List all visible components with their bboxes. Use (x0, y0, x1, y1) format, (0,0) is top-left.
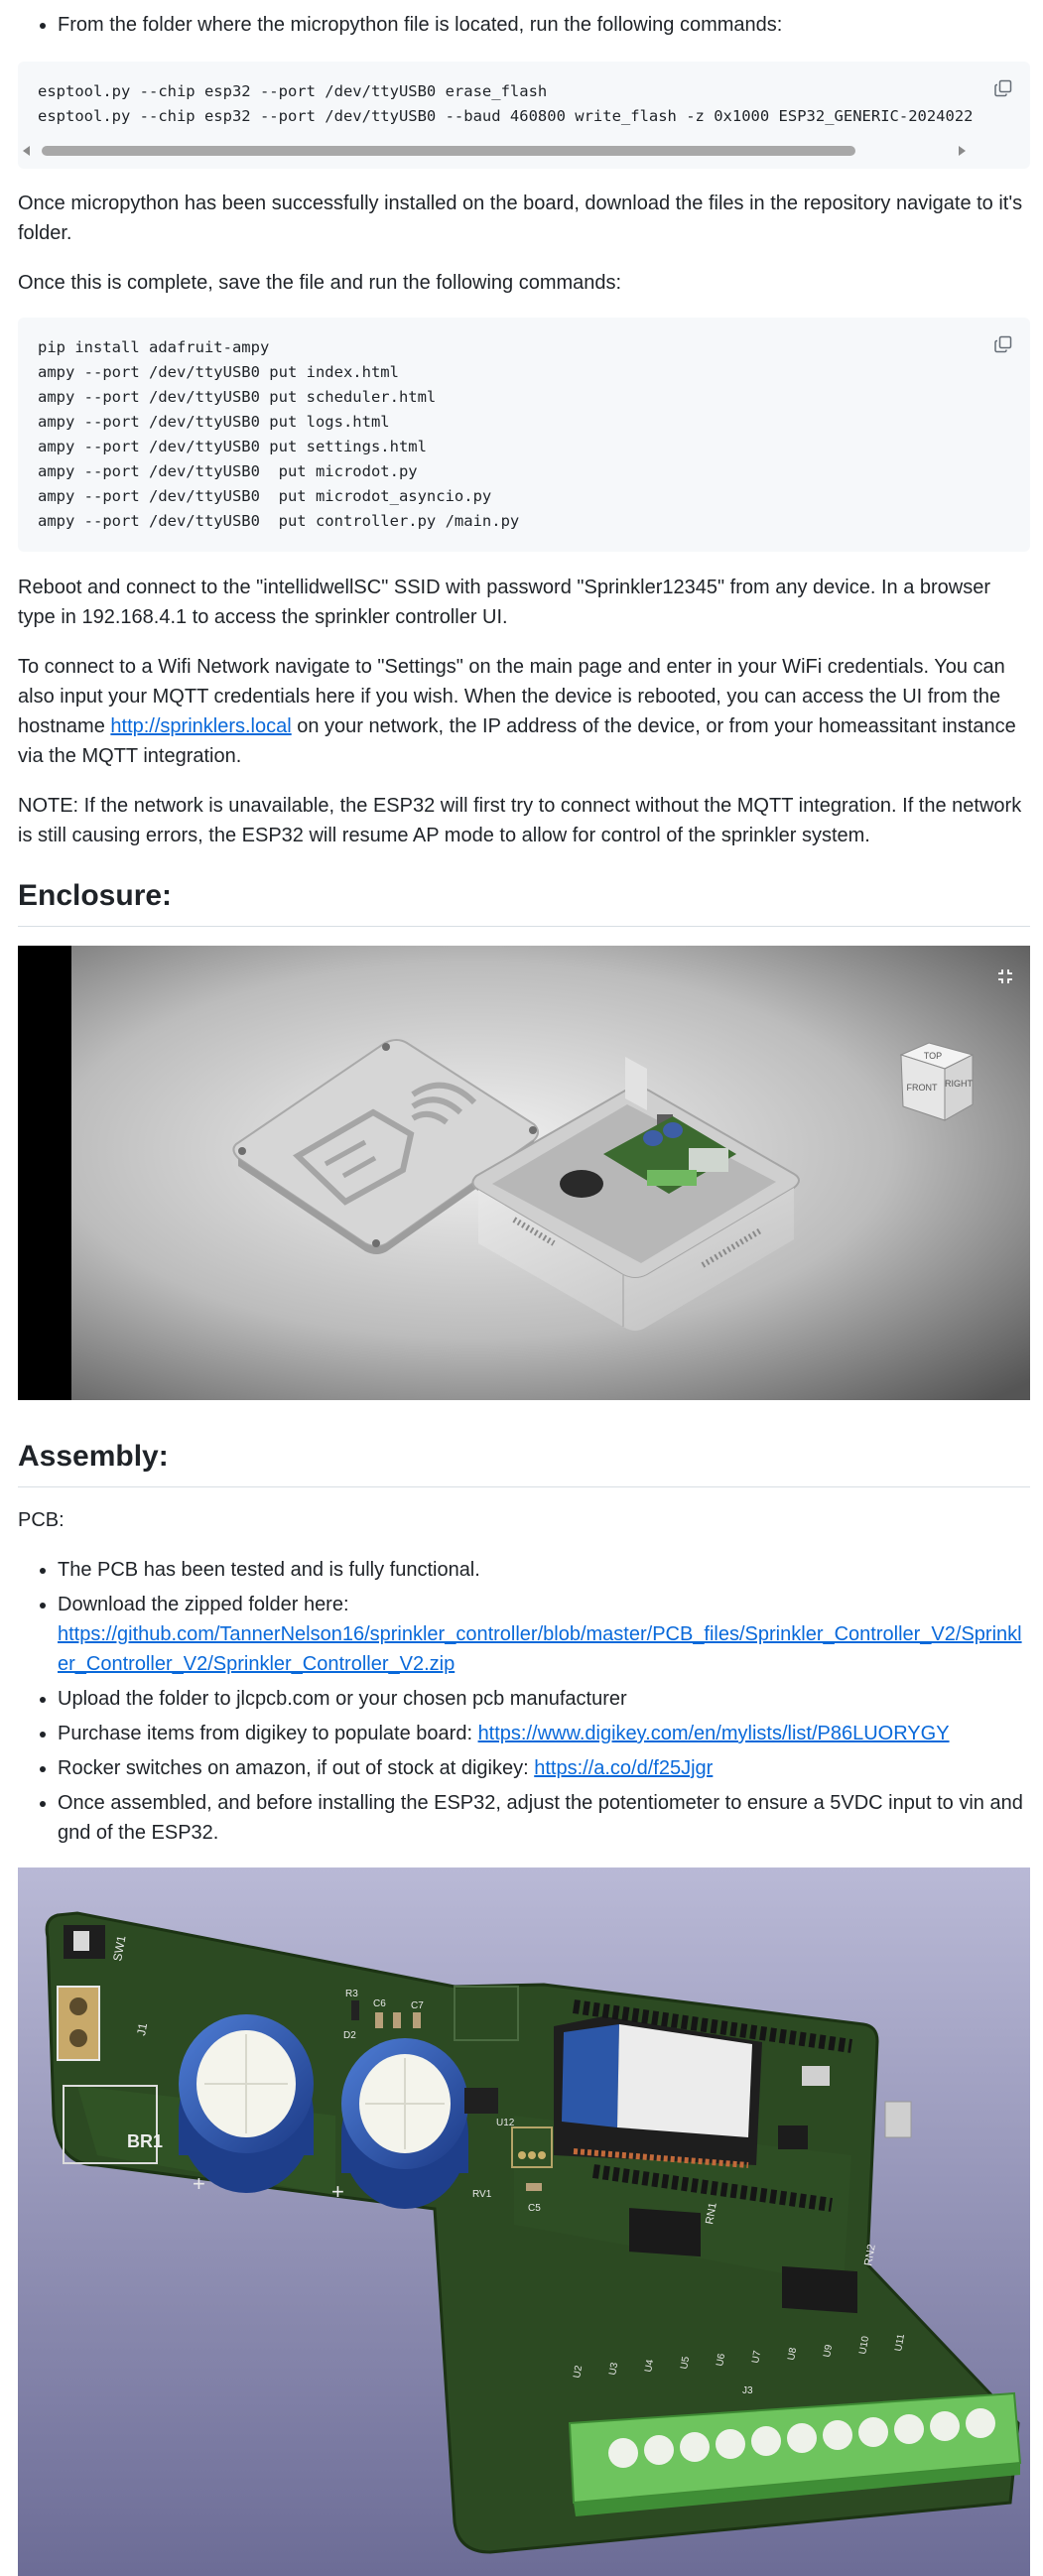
list-item-digikey (58, 1719, 1030, 1748)
pcb-label-c7: C7 (411, 2000, 424, 2011)
list-item-rocker (58, 1753, 1030, 1783)
pcb-label-d2: D2 (343, 2030, 356, 2041)
amazon-link[interactable]: https://a.co/d/f25Jjgr (534, 1757, 714, 1779)
view-cube[interactable] (901, 1043, 974, 1120)
sprinklers-local-link[interactable]: http://sprinklers.local (110, 715, 292, 737)
code-line: ampy --port /dev/ttyUSB0 put scheduler.html (38, 388, 437, 406)
download-text: Download the zipped folder here: (58, 1594, 349, 1615)
horizontal-scrollbar[interactable] (18, 141, 1030, 161)
code-block-ampy (18, 318, 1030, 552)
pcb-render (18, 1868, 1030, 2576)
code-line: esptool.py --chip esp32 --port /dev/ttyUSB0 erase_flash (38, 82, 548, 100)
intro-list (18, 10, 1030, 40)
pcb-label-rv1: RV1 (472, 2189, 492, 2200)
relay-label: U9 (822, 2344, 836, 2359)
install-paragraph: Once micropython has been successfully installed on the board, download the files in the repository navigate to it's folder. (18, 193, 1023, 244)
note-paragraph: NOTE: If the network is unavailable, the ESP32 will first try to connect without the MQTT integration. If the network is still causing errors, the ESP32 will resume AP mode to allow for control of the sprinkler system. (18, 795, 1022, 846)
code-line: esptool.py --chip esp32 --port /dev/ttyUSB0 --baud 460800 write_flash -z 0x1000 ESP32_GENERIC-2024022 (38, 107, 974, 125)
code-line: ampy --port /dev/ttyUSB0 put microdot.py (38, 462, 418, 480)
copy-button[interactable] (990, 331, 1016, 357)
pcb-label-plus-right: + (331, 2179, 344, 2204)
relay-label: U7 (750, 2350, 764, 2365)
pcb-label-sw1: SW1 (110, 1934, 129, 1963)
list-item-download (58, 1590, 1030, 1679)
code-line: ampy --port /dev/ttyUSB0 put index.html (38, 363, 399, 381)
copy-icon (993, 78, 1013, 98)
relay-label: U10 (857, 2335, 872, 2356)
relay-label: U3 (607, 2362, 621, 2377)
enclosure-heading: Enclosure: (18, 876, 1030, 927)
copy-icon (993, 334, 1013, 354)
relay-label: U8 (786, 2347, 800, 2362)
view-cube-right-label: RIGHT (945, 1079, 973, 1089)
scroll-right-arrow-icon[interactable] (957, 146, 967, 156)
relay-label: U11 (893, 2333, 908, 2353)
code-block-esptool (18, 62, 1030, 169)
pcb-label-r3: R3 (345, 1989, 358, 1999)
code-lines (18, 79, 990, 129)
pcb-image (18, 1868, 1030, 2576)
rocker-text: Rocker switches on amazon, if out of stock at digikey: (58, 1757, 535, 1779)
intro-item: • From the folder where the micropython file is located, run the following commands: (58, 10, 1030, 40)
view-cube-top-label: TOP (923, 1051, 943, 1061)
code-line: ampy --port /dev/ttyUSB0 put controller.py /main.py (38, 512, 520, 530)
relay-label: U4 (643, 2359, 657, 2374)
pcb-label-rn1: RN1 (704, 2201, 719, 2226)
scrollbar-thumb[interactable] (42, 146, 855, 156)
list-item-tested: • The PCB has been tested and is fully functional. (58, 1555, 1030, 1585)
pcb-label-c6: C6 (373, 1998, 386, 2009)
code-line: ampy --port /dev/ttyUSB0 put settings.html (38, 438, 427, 455)
pcb-label-c5: C5 (528, 2203, 541, 2214)
digikey-link[interactable]: https://www.digikey.com/en/mylists/list/P86LUORYGY (477, 1723, 950, 1744)
copy-button[interactable] (990, 75, 1016, 101)
pcb-zip-link[interactable]: https://github.com/TannerNelson16/sprinkler_controller/blob/master/PCB_files/Sprinkler_Controller_V2/Sprinkler_Controller_V2/Sprinkler_Controller_V2.zip (58, 1623, 1022, 1675)
pcb-label-rn2: RN2 (862, 2243, 878, 2267)
enclosure-render (18, 946, 1030, 1400)
pcb-label-br1: BR1 (127, 2131, 164, 2151)
wifi-paragraph (18, 652, 1030, 771)
view-cube-front-label: FRONT (906, 1083, 938, 1093)
list-item-upload: • Upload the folder to jlcpcb.com or your chosen pcb manufacturer (58, 1684, 1030, 1714)
wifi-text-after: on your network, the IP address of the device, or from your homeassitant instance via the MQTT integration. (18, 715, 1016, 767)
reboot-paragraph: Reboot and connect to the "intellidwellSC" SSID with password "Sprinkler12345" from any device. In a browser type in 192.168.4.1 to access the sprinkler controller UI. (18, 577, 990, 628)
wifi-text-before: To connect to a Wifi Network navigate to "Settings" on the main page and enter in your WiFi credentials. You can also input your MQTT credentials here if you wish. When the device is rebooted, you can access the UI from the hostname (18, 656, 1005, 737)
relay-label: U6 (715, 2353, 728, 2368)
code-line: ampy --port /dev/ttyUSB0 put microdot_asyncio.py (38, 487, 492, 505)
assembly-heading: Assembly: (18, 1437, 1030, 1487)
digikey-text: Purchase items from digikey to populate board: (58, 1723, 478, 1744)
code-line: ampy --port /dev/ttyUSB0 put logs.html (38, 413, 390, 431)
save-paragraph: Once this is complete, save the file and run the following commands: (18, 272, 622, 294)
relay-label: U5 (679, 2356, 693, 2371)
code-line: pip install adafruit-ampy (38, 338, 270, 356)
capacitor-right (341, 2038, 468, 2209)
enclosure-image (18, 946, 1030, 1400)
pcb-label: PCB: (18, 1509, 65, 1531)
assembly-list (18, 1555, 1030, 1848)
pcb-label-u12: U12 (496, 2118, 515, 2128)
pcb-label-j3: J3 (742, 2385, 753, 2396)
capacitor-left (179, 2014, 314, 2193)
pcb-label-plus-left: + (193, 2171, 205, 2196)
scroll-left-arrow-icon[interactable] (22, 146, 32, 156)
relay-label: U2 (572, 2365, 586, 2380)
code-lines (18, 335, 519, 534)
pcb-label-j1: J1 (134, 2021, 151, 2037)
list-item-assembled: • Once assembled, and before installing the ESP32, adjust the potentiometer to ensure a 5VDC input to vin and gnd of the ESP32. (58, 1788, 1030, 1848)
